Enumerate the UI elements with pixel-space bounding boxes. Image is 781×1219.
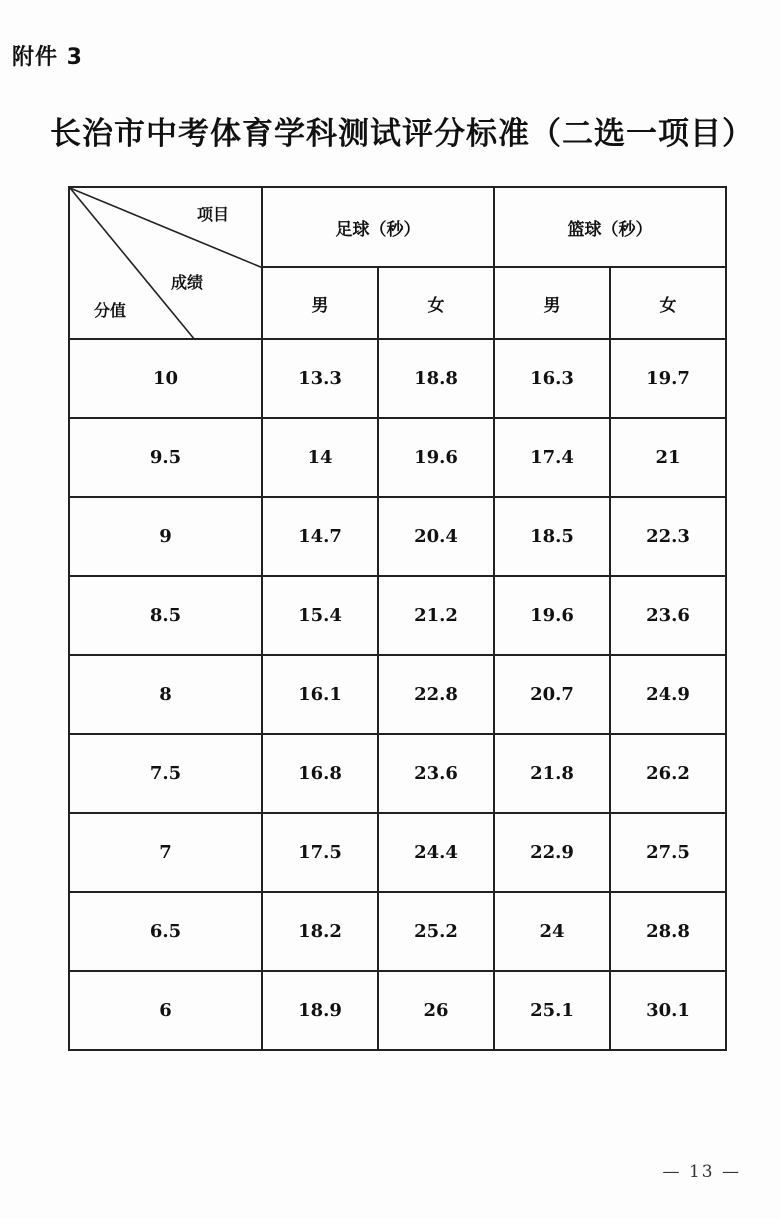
gender-header-basketball-female: 女 — [610, 267, 726, 339]
score-cell: 9.5 — [69, 418, 262, 497]
value-cell: 26 — [378, 971, 494, 1050]
gender-header-football-male: 男 — [262, 267, 378, 339]
value-cell: 17.4 — [494, 418, 610, 497]
header-row-groups — [69, 187, 726, 267]
score-cell: 7 — [69, 813, 262, 892]
value-cell: 20.4 — [378, 497, 494, 576]
value-cell: 23.6 — [378, 734, 494, 813]
corner-header-cell — [69, 187, 262, 339]
value-cell: 23.6 — [610, 576, 726, 655]
value-cell: 18.2 — [262, 892, 378, 971]
score-cell: 8 — [69, 655, 262, 734]
value-cell: 16.1 — [262, 655, 378, 734]
value-cell: 21.8 — [494, 734, 610, 813]
score-cell: 9 — [69, 497, 262, 576]
value-cell: 30.1 — [610, 971, 726, 1050]
table-row — [69, 418, 726, 497]
value-cell: 13.3 — [262, 339, 378, 418]
value-cell: 20.7 — [494, 655, 610, 734]
value-cell: 25.2 — [378, 892, 494, 971]
value-cell: 18.5 — [494, 497, 610, 576]
value-cell: 16.8 — [262, 734, 378, 813]
value-cell: 28.8 — [610, 892, 726, 971]
value-cell: 27.5 — [610, 813, 726, 892]
corner-label-result: 成绩 — [170, 273, 203, 292]
score-cell: 10 — [69, 339, 262, 418]
attachment-label: 附件 3 — [12, 45, 83, 70]
scoring-standard-table — [68, 186, 727, 1051]
value-cell: 19.7 — [610, 339, 726, 418]
document-title: 长治市中考体育学科测试评分标准（二选一项目） — [50, 116, 754, 152]
value-cell: 16.3 — [494, 339, 610, 418]
table-row — [69, 813, 726, 892]
score-cell: 6.5 — [69, 892, 262, 971]
table-row — [69, 576, 726, 655]
corner-label-project: 项目 — [196, 205, 229, 224]
group-header-football: 足球（秒） — [262, 187, 494, 267]
value-cell: 18.8 — [378, 339, 494, 418]
table-row — [69, 497, 726, 576]
table-row — [69, 892, 726, 971]
value-cell: 24.9 — [610, 655, 726, 734]
value-cell: 24 — [494, 892, 610, 971]
value-cell: 22.3 — [610, 497, 726, 576]
value-cell: 22.8 — [378, 655, 494, 734]
score-cell: 8.5 — [69, 576, 262, 655]
value-cell: 18.9 — [262, 971, 378, 1050]
value-cell: 21.2 — [378, 576, 494, 655]
value-cell: 14.7 — [262, 497, 378, 576]
table-row — [69, 971, 726, 1050]
value-cell: 21 — [610, 418, 726, 497]
value-cell: 15.4 — [262, 576, 378, 655]
gender-header-basketball-male: 男 — [494, 267, 610, 339]
value-cell: 19.6 — [494, 576, 610, 655]
page-number: — 13 — — [662, 1162, 741, 1182]
value-cell: 25.1 — [494, 971, 610, 1050]
score-cell: 7.5 — [69, 734, 262, 813]
value-cell: 22.9 — [494, 813, 610, 892]
group-header-basketball: 篮球（秒） — [494, 187, 726, 267]
score-cell: 6 — [69, 971, 262, 1050]
value-cell: 24.4 — [378, 813, 494, 892]
value-cell: 19.6 — [378, 418, 494, 497]
gender-header-football-female: 女 — [378, 267, 494, 339]
value-cell: 17.5 — [262, 813, 378, 892]
table-row — [69, 339, 726, 418]
value-cell: 14 — [262, 418, 378, 497]
value-cell: 26.2 — [610, 734, 726, 813]
corner-label-score: 分值 — [94, 301, 127, 320]
table-row — [69, 655, 726, 734]
table-row — [69, 734, 726, 813]
